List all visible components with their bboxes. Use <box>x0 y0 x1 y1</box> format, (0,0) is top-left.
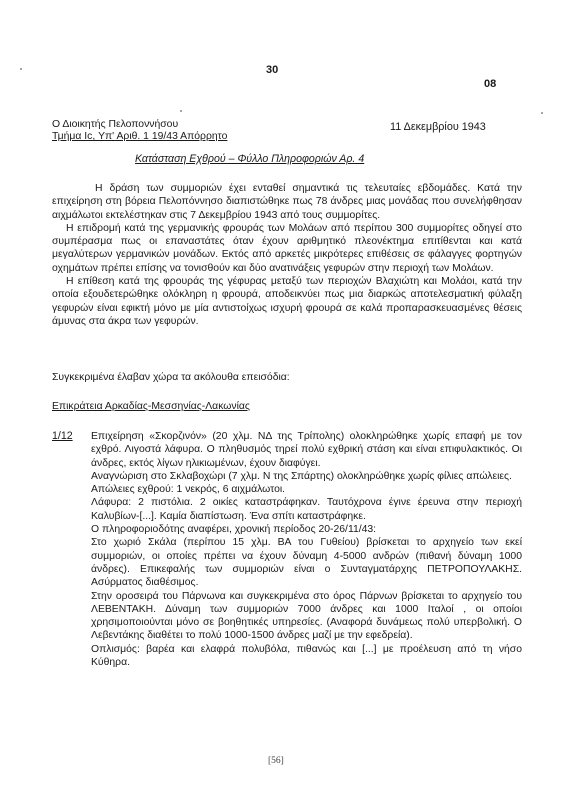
sender-line-1: Ο Διοικητής Πελοποννήσου <box>52 119 179 130</box>
page-number: 30 <box>266 64 279 76</box>
entry-body <box>91 430 522 669</box>
paragraph-1: Η δράση των συμμοριών έχει ενταθεί σημαντικά τις τελευταίες εβδομάδες. Κατά την επιχείρηση στη βόρεια Πελοπόννησο διαπιστώθηκε πως 78 άνδρες μιας μονάδας που συνελήφθησαν αιχμάλωτοι εκτελέστηκαν στις 7 Δεκεμβρίου 1943 από τους συμμορίτες. <box>52 183 522 221</box>
entry-number: 1/12 <box>52 430 73 442</box>
scan-speck <box>20 68 22 70</box>
archive-page-number: [56] <box>268 756 284 766</box>
document-date: 11 Δεκεμβρίου 1943 <box>390 121 486 133</box>
entry-line: Λάφυρα: 2 πιστόλια. 2 οικίες καταστράφηκαν. Ταυτόχρονα έγινε έρευνα στην περιοχή Καλυβίων-[...]. Καμία διαπίστωση. Ένα σπίτι καταστράφηκε. <box>91 497 522 522</box>
entry-line: Ο πληροφοριοδότης αναφέρει, χρονική περίοδος 20-26/11/43: <box>91 524 377 536</box>
episodes-intro: Συγκεκριμένα έλαβαν χώρα τα ακόλουθα επεισόδια: <box>52 372 290 383</box>
paragraph-2: Η επιδρομή κατά της γερμανικής φρουράς των Μολάων από περίπου 300 συμμορίτες οδηγεί στο συμπέρασμα πως οι επαναστάτες όταν έχουν αριθμητικό πλεονέκτημα επιτίθενται και κατά μεγαλύτερων γερμανικών μονάδων. Εκτός από αρκετές μικρότερες επιθέσεις σε φάλαγγες φορτηγών οχημάτων πρέπει επίσης να τονισθούν και δύο ανατινάξεις γεφυρών στην περιοχή των Μολάων. <box>52 222 522 274</box>
entry-line: Απώλειες εχθρού: 1 νεκρός, 6 αιχμάλωτοι. <box>91 484 286 496</box>
scan-speck <box>541 112 543 114</box>
entry-line: Οπλισμός: βαρέα και ελαφρά πολυβόλα, πιθανώς και [...] με προέλευση από τη νήσο Κύθηρα. <box>91 643 522 669</box>
entry-line: Στην οροσειρά του Πάρνωνα και συγκεκριμένα στο όρος Πάρνων βρίσκεται το αρχηγείο του ΛΕΒΕΝΤΑΚΗ. Δύναμη των συμμοριών 7000 άνδρες και 1000 Ιταλοί , οι οποίοι χρησιμοποιούνται μόνο σε βοηθητικές υπηρεσίες. (Αναφορά δυνάμεως πολύ υπερβολική. Ο Λεβεντάκης διαθέτει το πολύ 1000-1500 άνδρες μαζί με την εφεδρεία). <box>91 590 522 642</box>
entry-line: Επιχείρηση «Σκορζινόν» (20 χλμ. ΝΔ της Τρίπολης) ολοκληρώθηκε χωρίς επαφή με τον εχθρό. Λιγοστά λάφυρα. Ο πληθυσμός τηρεί πολύ εχθρική στάση και είναι επιφυλακτικός. Οι άνδρες, εκτός λίγων ηλικιωμένων, έχουν διαφύγει. <box>91 431 522 469</box>
document-title: Κατάσταση Εχθρού – Φύλλο Πληροφοριών Αρ. 4 <box>135 153 365 165</box>
document-code: 08 <box>484 78 497 90</box>
entry-line: Αναγνώριση στο Σκλαβοχώρι (7 χλμ. Ν της Σπάρτης) ολοκληρώθηκε χωρίς φίλιες απώλειες. <box>91 470 512 482</box>
region-heading: Επικράτεια Αρκαδίας-Μεσσηνίας-Λακωνίας <box>52 401 250 412</box>
paragraph-3: Η επίθεση κατά της φρουράς της γέφυρας μεταξύ των περιοχών Βλαχιώτη και Μολάοι, κατά την οποία εξουδετερώθηκε ολόκληρη η φρουρά, αποδεικνύει πως μια διαρκώς αποτελεσματική φύλαξη γεφυρών είναι εφικτή μόνο με μία αντιστοίχως ισχυρή φρουρά σε καλά προπαρασκευασμένες θέσεις άμυνας στα άκρα των γεφυρών. <box>52 276 522 327</box>
sender-line-2: Τμήμα Ic, Υπ' Αριθ. 1 19/43 Απόρρητο <box>52 131 228 142</box>
scan-speck <box>180 110 182 112</box>
body-paragraphs <box>52 182 522 328</box>
entry-line: Στο χωριό Σκάλα (περίπου 15 χλμ. ΒΑ του Γυθείου) βρίσκεται το αρχηγείο των εκεί συμμοριών, οι οποίες πρέπει να έχουν δύναμη 4-5000 ανδρών (πιθανή δύναμη 1000 άνδρες). Επικεφαλής των συμμοριών είναι ο Συνταγματάρχης ΠΕΤΡΟΠΟΥΛΑΚΗΣ. Ασύρματος διαθέσιμος. <box>91 537 522 589</box>
